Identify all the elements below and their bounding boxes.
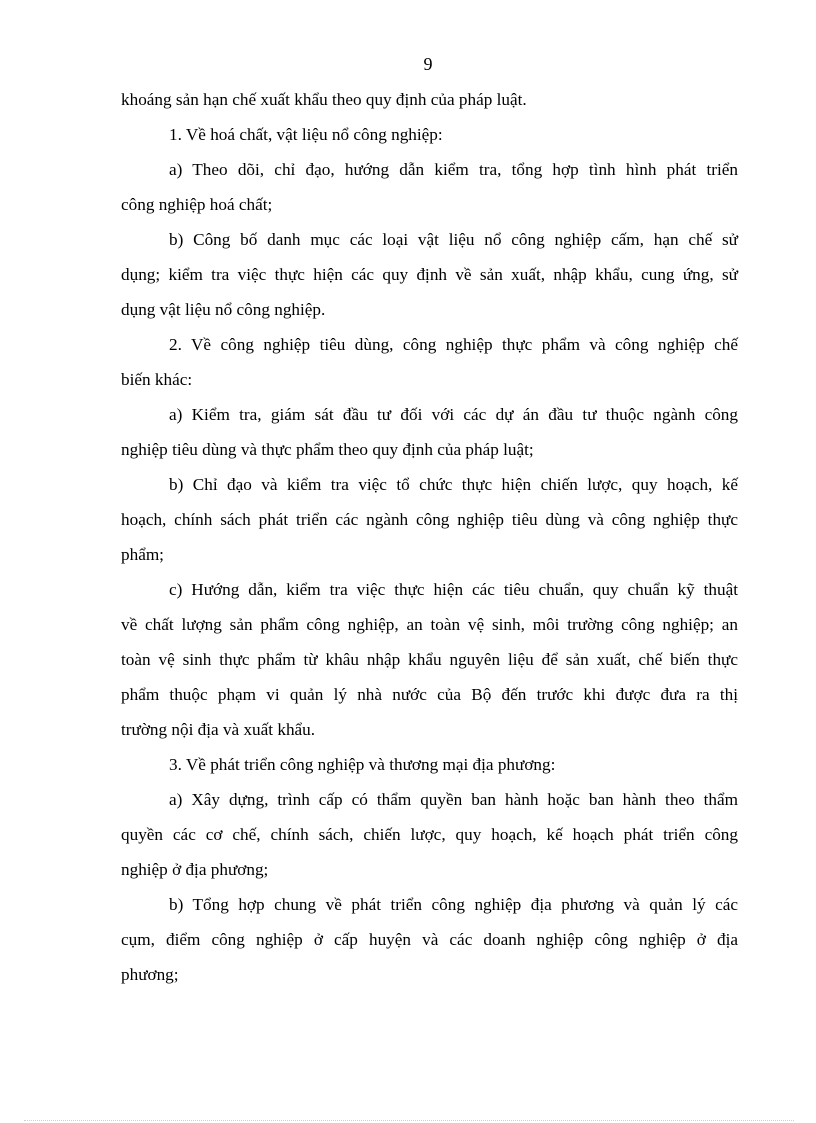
section-heading-3: 3. Về phát triển công nghiệp và thương mại địa phương: bbox=[169, 755, 556, 774]
text-line: dụng vật liệu nổ công nghiệp. bbox=[121, 300, 326, 319]
text-line: b) Công bố danh mục các loại vật liệu nổ công nghiệp cấm, hạn chế sử bbox=[169, 230, 738, 249]
section-heading-1: 1. Về hoá chất, vật liệu nổ công nghiệp: bbox=[169, 125, 443, 144]
text-line: c) Hướng dẫn, kiểm tra việc thực hiện các tiêu chuẩn, quy chuẩn kỹ thuật bbox=[169, 580, 738, 599]
text-line: a) Xây dựng, trình cấp có thẩm quyền ban hành hoặc ban hành theo thẩm bbox=[169, 790, 738, 809]
text-line: a) Kiểm tra, giám sát đầu tư đối với các dự án đầu tư thuộc ngành công bbox=[169, 405, 738, 424]
text-line: toàn vệ sinh thực phẩm từ khâu nhập khẩu nguyên liệu để sản xuất, chế biến thực bbox=[121, 650, 738, 669]
text-line: trường nội địa và xuất khẩu. bbox=[121, 720, 316, 739]
text-line: quyền các cơ chế, chính sách, chiến lược, quy hoạch, kế hoạch phát triển công bbox=[121, 825, 738, 844]
text-line: biến khác: bbox=[121, 370, 193, 389]
section-heading-2: 2. Về công nghiệp tiêu dùng, công nghiệp thực phẩm và công nghiệp chế bbox=[169, 335, 738, 354]
text-line: hoạch, chính sách phát triển các ngành công nghiệp tiêu dùng và công nghiệp thực bbox=[121, 510, 738, 529]
text-line: b) Tổng hợp chung về phát triển công nghiệp địa phương và quản lý các bbox=[169, 895, 738, 914]
text-line: công nghiệp hoá chất; bbox=[121, 195, 273, 214]
text-line: nghiệp tiêu dùng và thực phẩm theo quy định của pháp luật; bbox=[121, 440, 534, 459]
text-line: nghiệp ở địa phương; bbox=[121, 860, 269, 879]
text-line: dụng; kiểm tra việc thực hiện các quy định về sản xuất, nhập khẩu, cung ứng, sử bbox=[121, 265, 738, 284]
text-line: phẩm thuộc phạm vi quản lý nhà nước của Bộ đến trước khi được đưa ra thị bbox=[121, 685, 738, 704]
text-line: b) Chỉ đạo và kiểm tra việc tổ chức thực hiện chiến lược, quy hoạch, kế bbox=[169, 475, 738, 494]
text-line: a) Theo dõi, chỉ đạo, hướng dẫn kiểm tra, tổng hợp tình hình phát triển bbox=[169, 160, 738, 179]
text-line: cụm, điểm công nghiệp ở cấp huyện và các doanh nghiệp công nghiệp ở địa bbox=[121, 930, 738, 949]
page-bottom-rule bbox=[24, 1120, 794, 1121]
text-line: phẩm; bbox=[121, 545, 164, 564]
text-line: khoáng sản hạn chế xuất khẩu theo quy định của pháp luật. bbox=[121, 90, 527, 109]
page-number: 9 bbox=[423, 54, 433, 74]
text-line: về chất lượng sản phẩm công nghiệp, an toàn vệ sinh, môi trường công nghiệp; an bbox=[121, 615, 738, 634]
document-body bbox=[121, 87, 738, 997]
text-line: phương; bbox=[121, 965, 179, 984]
